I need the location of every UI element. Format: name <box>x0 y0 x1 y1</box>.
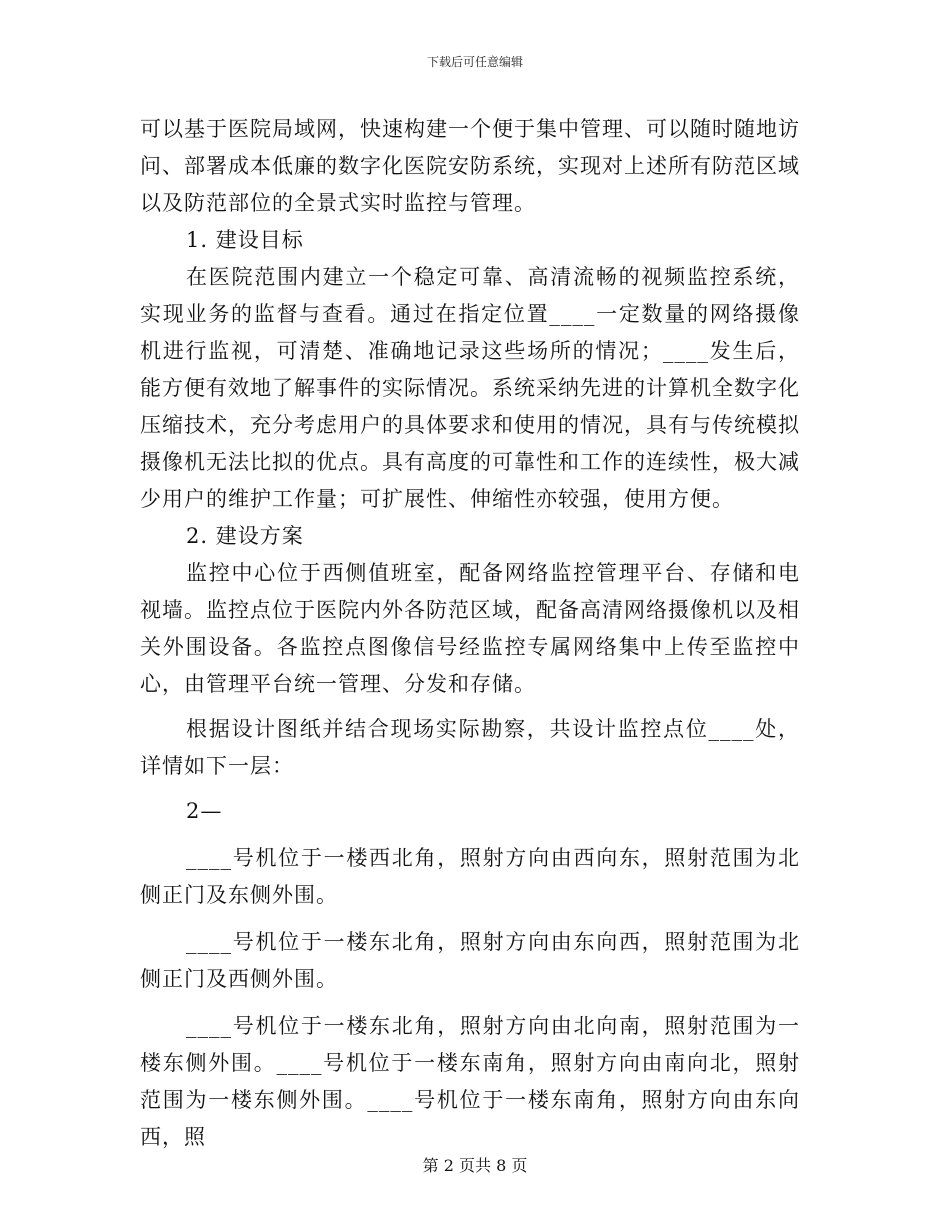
paragraph-plan: 监控中心位于西侧值班室，配备网络监控管理平台、存储和电视墙。监控点位于医院内外各防范区域，配备高清网络摄像机以及相关外围设备。各监控点图像信号经监控专属网络集中上传至监控中心，由管理平台统一管理、分发和存储。 <box>140 561 800 696</box>
camera-item: ____号机位于一楼东北角，照射方向由北向南，照射范围为一楼东侧外围。____号机位于一楼东南角，照射方向由南向北，照射范围为一楼东侧外围。____号机位于一楼东南角，照射方向由东向西，照 <box>140 1014 800 1149</box>
section-heading-goals: 1. 建设目标 <box>186 228 304 252</box>
camera-item: ____号机位于一楼东北角，照射方向由东向西，照射范围为北侧正门及西侧外围。 <box>140 930 800 991</box>
page-header: 下载后可任意编辑 <box>426 55 523 69</box>
floor-marker: 2— <box>186 799 223 823</box>
paragraph-goals: 在医院范围内建立一个稳定可靠、高清流畅的视频监控系统，实现业务的监督与查看。通过在指定位置____一定数量的网络摄像机进行监视，可清楚、准确地记录这些场所的情况；____发生后，能方便有效地了解事件的实际情况。系统采纳先进的计算机全数字化压缩技术，充分考虑用户的具体要求和使用的情况，具有与传统模拟摄像机无法比拟的优点。具有高度的可靠性和工作的连续性，极大减少用户的维护工作量；可扩展性、伸缩性亦较强，使用方便。 <box>140 265 800 511</box>
page-footer: 第 2 页共 8 页 <box>422 1156 528 1175</box>
paragraph-survey: 根据设计图纸并结合现场实际勘察，共设计监控点位____处，详情如下一层： <box>140 717 800 778</box>
document-body <box>140 111 800 1156</box>
section-heading-plan: 2. 建设方案 <box>186 524 304 548</box>
paragraph-intro: 可以基于医院局域网，快速构建一个便于集中管理、可以随时随地访问、部署成本低廉的数字化医院安防系统，实现对上述所有防范区域以及防范部位的全景式实时监控与管理。 <box>140 117 800 215</box>
camera-item: ____号机位于一楼西北角，照射方向由西向东，照射范围为北侧正门及东侧外围。 <box>140 846 800 907</box>
